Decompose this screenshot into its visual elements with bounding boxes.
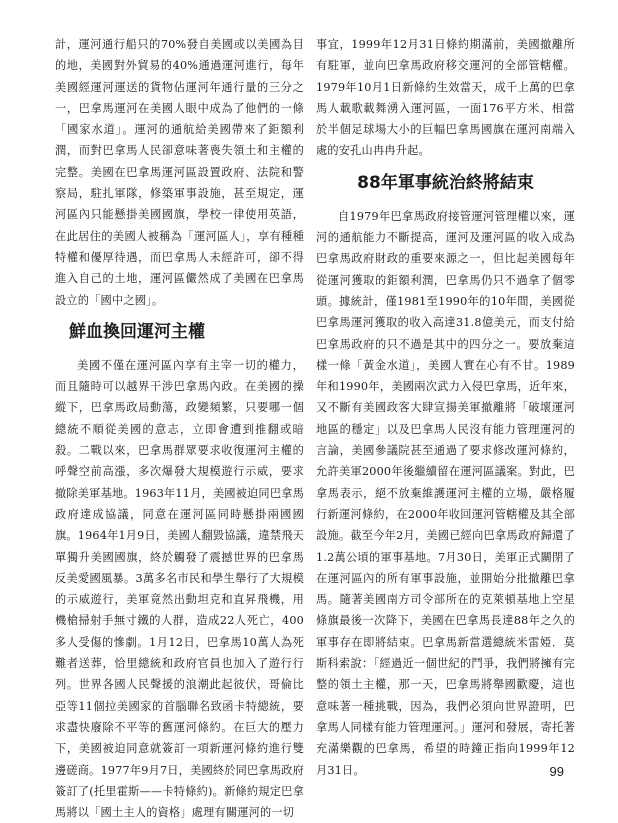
right-paragraph-1: 事宜，1999年12月31日條約期滿前，美國撤離所有駐軍，並向巴拿馬政府移交運河的全部管轄權。1979年10月1日新條約生效當天，成千上萬的巴拿馬人載歌載舞湧入運河區，一面176平方米、相當於半個足球場大小的巨幅巴拿馬國旗在運河南端入 處的安孔山冉冉升起。	[316, 38, 587, 158]
page-number: 99	[549, 764, 564, 779]
left-paragraph-2: 美國不僅在運河區內享有主宰一切的權力，而且隨時可以越界干涉巴拿馬內政。在美國的操縱下，巴拿馬政局動蕩，政變頻繁，只要哪一個總統不順從美國的意志，立即會遭到推翻或暗殺。二戰以來，巴拿馬群眾要求收復運河主權的呼聲空前高漲，多次爆發大規模遊行示威，要求撤除美軍基地。1963年11月，美國被迫同巴拿馬政府達成協議，同意在運河區同時懸掛兩國國旗。1964年1月9日，美國人翻毀協議，違禁飛天單獨升美國國旗，終於觸發了震撼世界的巴拿馬反美愛國風暴。3萬多名市民和學生舉行了大規模的示威遊行，美軍竟然出動坦克和直昇飛機，用機槍掃射手無寸鐵的人群，造成22人死亡，400多人受傷的慘劇。1月12日，巴拿馬10萬人為死難者送葬，恰里總統和政府官員也加入了遊行行列。世界各國人民聲援的浪潮此起彼伏，哥倫比亞等11個拉美國家的首腦聯名致函卡特總統，要求盡快廢除不平等的舊運河條約。在巨大的壓力下，美國被迫同意就簽訂一項新運河條約進行雙邊磋商。1977年9月7日，美國終於同巴拿馬政府簽訂了(托里霍斯——卡特條約)。新條約規定巴拿馬將以「國土主人的資格」處理有關運河的一切	[55, 358, 304, 820]
section-heading-88-years-military-rule: 88年軍事統治終將結束	[357, 172, 534, 193]
right-column	[316, 34, 587, 781]
left-column	[55, 34, 304, 823]
left-paragraph-1: 計，運河通行船只的70%發自美國或以美國為目的地，美國對外貿易的40%通過運河進行，每年美國經運河運送的貨物佔運河年通行量的三分之一，巴拿馬運河在美國人眼中成為了他們的一條「國家水道」。運河的通航給美國帶來了鉅額利潤，而對巴拿馬人民卻意味著喪失領土和主權的完整。美國在巴拿馬運河區設置政府、法院和警察局，駐扎軍隊，修築軍事設施，甚至規定，運河區內只能懸掛美國國旗，學校一律使用英語，在此居住的美國人被稱為「運河區人」，享有種種特權和優厚待遇，而巴拿馬人未經許可，卻不得進入自己的土地，運河區儼然成了美國在巴拿馬設立的「國中之國」。	[55, 38, 304, 307]
section-heading-blood-for-sovereignty: 鮮血換回運河主權	[69, 321, 205, 342]
right-paragraph-2: 自1979年巴拿馬政府接管運河管理權以來，運河的通航能力不斷提高，運河及運河區的收入成為巴拿馬政府財政的重要來源之一，但比起美國每年從運河獲取的鉅額利潤，巴拿馬仍只不過拿了個零頭。據統計，僅1981至1990年的10年間，美國從巴拿馬運河獲取的收入高達31.8億美元，而支付給巴拿馬政府的只不過是其中的四分之一。要放棄這樣一條「黃金水道」，美國人實在心有不甘。1989年和1990年，美國兩次武力入侵巴拿馬，近年來，又不斷有美國政客大肆宣揚美軍撤離將「破壞運河地區的穩定」以及巴拿馬人民沒有能力管理運河的言論，美國參議院甚至通過了要求修改運河條約，允許美軍2000年後繼續留在運河區議案。對此，巴拿馬表示，絕不放棄維護運河主權的立場，嚴格履行新運河條約，在2000年收回運河管轄權及其全部設施。截至今年2月，美國已經向巴拿馬政府歸還了1.2萬公頃的軍事基地。7月30日，美軍正式關閉了在運河區內的所有軍事設施，並開始分批撤離巴拿馬。隨著美國南方司令部所在的克萊頓基地上空星條旗最後一次降下，美國在巴拿馬長達88年之久的軍事存在即將結束。巴拿馬新當選總統米雷婭．莫斯科索說：「經過近一個世紀的鬥爭，我們將擁有完整的領土主權，那一天，巴拿馬將舉國歡慶，這也意味著一種挑戰，因為，我們必須向世界證明，巴拿馬人同樣有能力管理運河。」運河和發展，寄托著充滿樂觀的巴拿馬，希望的時鐘正指向1999年12月31日。	[316, 209, 575, 777]
